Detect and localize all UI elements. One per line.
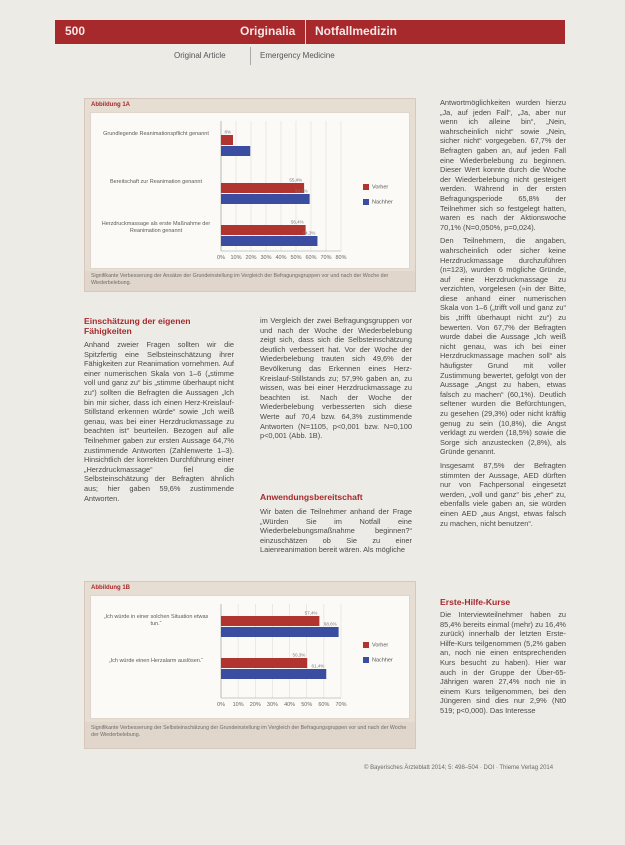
body-text-right-2	[440, 610, 566, 716]
chart-panel	[90, 595, 410, 719]
x-tick-label: 40%	[275, 255, 287, 261]
data-label: 56,4%	[290, 219, 304, 225]
x-tick-label: 80%	[335, 255, 347, 261]
x-tick-label: 30%	[260, 255, 272, 261]
running-header	[55, 20, 565, 44]
paragraph: Den Teilnehmern, die angaben, wahrscheinlich oder sicher keine Herzdruckmassage durchzuführen (n=123), wurden 6 mögliche Gründe, auf eine Herzdruckmassage zu verzichten, vorgelesen (»in der Bitte, diese anhand einer numerischen Skala von 1–6 („trifft voll und ganz zu“ bis „trifft überhaupt nicht zu“) zu bewerten. Von 67,7% der Befragten wurde dabei die Aussage „Ich weiß nicht genau, was ich bei einer Herzdruckmassage machen soll“ als häufigster Grund mit voller Zustimmung bewertet, gefolgt von der Aussage „Angst zu haben, etwas falsch zu machen“ (60,1%). Deutlich seltener wurden die Befürchtungen, zu gesehen (29,3%) oder nicht kräftig genug zu sein (10,8%), die Angst verklagt zu werden (18,5%) sowie die Sorge sich anzustecken (2,8%), als Gründe genannt.	[440, 236, 566, 457]
x-tick-label: 0%	[217, 255, 225, 261]
data-label: 61,4%	[311, 663, 325, 669]
page-footer: © Bayerisches Ärzteblatt 2014; 5: 498–504 · DOI · Thieme Verlag 2014	[364, 765, 554, 771]
page-number: 500	[65, 24, 86, 38]
bar-vorher	[221, 135, 233, 145]
bar-nachher	[221, 669, 326, 679]
legend-label: Nachher	[372, 657, 393, 664]
legend-label: Nachher	[372, 199, 393, 206]
figure-1a	[84, 98, 416, 292]
bar-nachher	[221, 236, 317, 246]
data-label: 57,4%	[304, 610, 318, 616]
body-text-middle	[260, 316, 412, 441]
data-label: 55,4%	[289, 177, 303, 183]
data-label: 8%	[224, 129, 231, 135]
x-tick-label: 10%	[232, 702, 244, 708]
paragraph: im Vergleich der zwei Befragungsgruppen vor und nach der Woche der Wiederbelebung zeigt sich, dass sich die Selbsteinschätzung deutlich verbessert hat. Vor der Woche der Wiederbelebung trauten sich 49,6% der Bevölkerung das Erkennen eines Herz-Kreislauf-Stillstands zu; 57,9% gaben an, zu wissen, was bei einer Herzdruckmassage zu beachten ist. Nach der Woche der Wiederbelebung verbesserten sich diese Werte auf 70,4 bzw. 64,3% zustimmende Antworten (N=1105, p<0,001 bzw. N=0,100 p<0,001 (Abb. 1B).	[260, 316, 412, 441]
x-tick-label: 20%	[249, 702, 261, 708]
body-text-left	[84, 340, 234, 503]
paragraph: Anhand zweier Fragen sollten wir die Spitzfertig eine Selbsteinschätzung ihrer Fähigkeiten zur Reanimation vornehmen. Auf einer numerischen Skala von 1–6 („stimme voll und ganz zu“ bis „stimme überhaupt nicht zu“) sollten die Befragten die Aussagen „Ich bin mir sicher, dass ich einen Herz-Kreislauf-Stillstand erkennen würde“ sowie „Ich weiß genau, was bei einer Herzdruckmassage zu beachten ist“ beurteilen. Bezogen auf alle Teilnehmer gaben zur ersten Aussage 64,7% zustimmende Antworten (Zahlenwerte 1–3). Hinsichtlich der korrekten Durchführung einer „Herzdruckmassage“ fiel die Selbsteinschätzung der Befragten ähnlich aus; hier gaben 59,6% zustimmende Antworten.	[84, 340, 234, 503]
data-label: 50,3%	[292, 652, 306, 658]
bar-vorher	[221, 616, 319, 626]
topic-title: Notfallmedizin	[315, 24, 398, 38]
legend-item-vorher	[363, 642, 388, 648]
section-heading: Erste-Hilfe-Kurse	[440, 597, 511, 607]
bar-nachher	[221, 194, 310, 204]
legend-swatch	[363, 184, 369, 190]
paragraph: Die Interviewteilnehmer haben zu 85,4% bereits einmal (mehr) zu 16,4% zurück) innerhalb der letzten Erste-Hilfe-Kurs teilgenommen (5,2% gaben an, noch nie einen entsprechenden Kurs besucht zu haben). Hier war auch in der Gruppe der Über-65-Jährigen waren 27,4% noch nie in einem Kurs teilgenommen, bei den Jüngeren sind dies nur 2,9% (Nt0 519; p<0,000). Das Interesse	[440, 610, 566, 715]
bar-nachher	[221, 146, 250, 156]
figure-caption: Signifikante Verbesserung der Ansätze der Grundeinstellung im Vergleich der Befragungsgruppen vor und nach der Woche der Wiederbelebung.	[91, 273, 389, 286]
section-title: Originalia	[240, 24, 296, 38]
bar-nachher	[221, 627, 339, 637]
paragraph: Wir baten die Teilnehmer anhand der Frage „Würden Sie im Notfall eine Wiederbelebungsmaßnahme beginnen?“ einzuschätzen ob Sie zu einer Laienreanimation bereit wären. Als mögliche	[260, 507, 412, 555]
legend-item-vorher	[363, 184, 388, 190]
legend-swatch	[363, 657, 369, 663]
paragraph: Insgesamt 87,5% der Befragten stimmten der Aussage, AED dürften nur von Fachpersonal eingesetzt werden, „voll und ganz“ bis „eher“ zu, ebenfalls viele gaben an, sie würden einen AED „aus Angst, etwas falsch zu machen, nicht benutzen“.	[440, 460, 566, 528]
topic-en: Emergency Medicine	[260, 51, 335, 60]
x-tick-label: 70%	[335, 702, 347, 708]
category-label: Herzdruckmassage als erste Maßnahme der Reanimation genannt	[101, 221, 211, 234]
legend-swatch	[363, 642, 369, 648]
figure-caption: Signifikante Verbesserung der Selbsteinschätzung der Grundeinstellung im Vergleich der Befragungsgruppen vor und nach der Woche der Wiederbelebung.	[91, 725, 407, 738]
x-tick-label: 30%	[266, 702, 278, 708]
body-text-middle-2	[260, 507, 412, 555]
x-tick-label: 50%	[301, 702, 313, 708]
figure-label: Abbildung 1A	[91, 102, 130, 108]
legend-item-nachher	[363, 199, 393, 205]
legend-label: Vorher	[372, 184, 389, 191]
x-tick-label: 60%	[318, 702, 330, 708]
legend-label: Vorher	[372, 642, 389, 649]
category-label: Grundlegende Reanimationspflicht genannt	[103, 131, 209, 137]
bar-vorher	[221, 225, 306, 235]
category-label: Bereitschaft zur Reanimation genannt	[109, 179, 203, 185]
x-tick-label: 10%	[230, 255, 242, 261]
bar-vorher	[221, 183, 304, 193]
bar-chart-1b	[91, 596, 409, 718]
body-text-right	[440, 98, 566, 528]
subheader-divider	[250, 47, 251, 65]
figure-1b	[84, 581, 416, 749]
category-label: „Ich würde einen Herzalarm auslösen.“	[108, 658, 204, 664]
x-tick-label: 60%	[305, 255, 317, 261]
section-heading: Anwendungsbereitschaft	[260, 492, 363, 502]
x-tick-label: 70%	[320, 255, 332, 261]
figure-label: Abbildung 1B	[91, 585, 130, 591]
category-label: „Ich würde in einer solchen Situation etwas tun.“	[103, 614, 209, 627]
header-divider	[305, 20, 306, 44]
x-tick-label: 0%	[217, 702, 225, 708]
chart-panel	[90, 112, 410, 269]
paragraph: Antwortmöglichkeiten wurden hierzu „Ja, auf jeden Fall“, „Ja, aber nur wenn ich alleine bin“, „Nein, wahrscheinlich nicht“ sowie „Nein, sicher nicht“ vorgegeben. 67,7% der Befragten gaben an, auf jeden Fall eine Wiederbelebung zu beginnen. Dieser Wert konnte durch die Woche der Wiederbelebung nicht gesteigert werden. Während in der ersten Befragungsperiode 65,8% der Teilnehmer sich so festgelegt hatten, waren es nach der Aktionswoche 70,1% (N=0,050%, p=0,024).	[440, 98, 566, 232]
data-label: 59,1%	[294, 188, 308, 194]
x-tick-label: 50%	[290, 255, 302, 261]
data-label: 64,3%	[302, 230, 316, 236]
data-label: 68,6%	[323, 621, 337, 627]
legend-swatch	[363, 199, 369, 205]
legend-item-nachher	[363, 657, 393, 663]
section-heading: Einschätzung der eigenen Fähigkeiten	[84, 316, 191, 336]
bar-chart-1a	[91, 113, 409, 268]
bar-vorher	[221, 658, 307, 668]
article-type-de: Original Article	[174, 51, 226, 60]
x-tick-label: 40%	[284, 702, 296, 708]
x-tick-label: 20%	[245, 255, 257, 261]
